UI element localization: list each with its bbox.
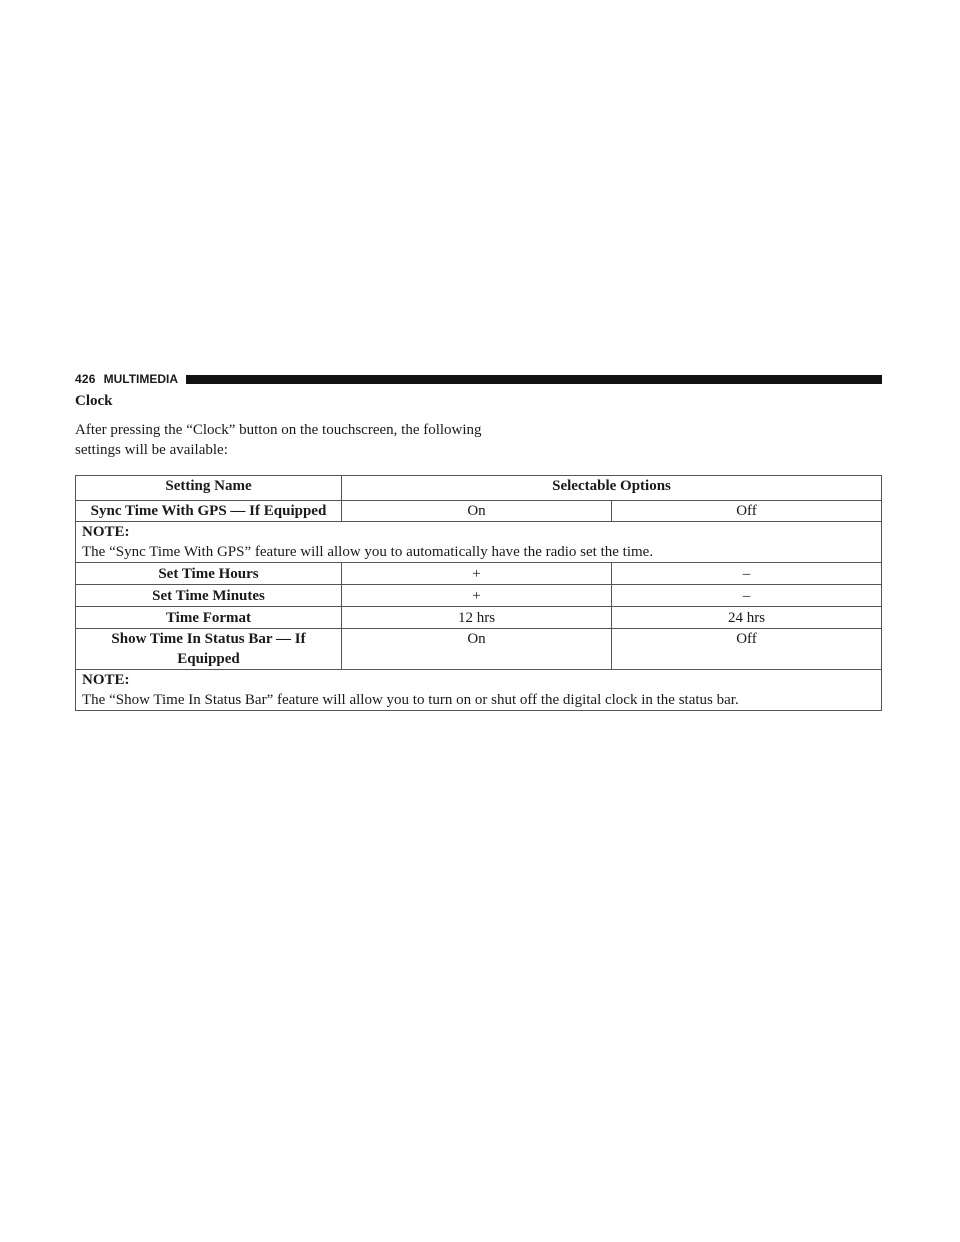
setting-name: Set Time Minutes xyxy=(76,585,342,607)
page-header xyxy=(75,372,882,386)
setting-option: – xyxy=(612,585,882,607)
table-row xyxy=(76,629,882,670)
table-row xyxy=(76,501,882,522)
table-header-row xyxy=(76,476,882,501)
table-row xyxy=(76,585,882,607)
section-label: MULTIMEDIA xyxy=(103,372,179,386)
setting-name: Sync Time With GPS — If Equipped xyxy=(76,501,342,522)
note-label: NOTE: xyxy=(82,524,130,540)
column-header-setting-name: Setting Name xyxy=(76,476,342,501)
note-cell xyxy=(76,522,882,563)
setting-option: 24 hrs xyxy=(612,607,882,629)
note-text: The “Sync Time With GPS” feature will allow you to automatically have the radio set the time. xyxy=(82,544,654,560)
setting-option: Off xyxy=(612,629,882,670)
note-label: NOTE: xyxy=(82,672,130,688)
table-row xyxy=(76,607,882,629)
page-number: 426 xyxy=(75,372,96,386)
header-rule xyxy=(186,375,882,384)
setting-option: + xyxy=(342,585,612,607)
clock-settings-table xyxy=(75,475,882,711)
setting-option: – xyxy=(612,563,882,585)
setting-name: Show Time In Status Bar — If Equipped xyxy=(76,629,342,670)
column-header-selectable-options: Selectable Options xyxy=(342,476,882,501)
setting-option: On xyxy=(342,629,612,670)
table-row xyxy=(76,563,882,585)
setting-option: On xyxy=(342,501,612,522)
setting-option: 12 hrs xyxy=(342,607,612,629)
section-title: Clock xyxy=(75,393,113,409)
setting-option: Off xyxy=(612,501,882,522)
intro-paragraph: After pressing the “Clock” button on the touchscreen, the following settings will be available: xyxy=(75,422,482,458)
setting-option: + xyxy=(342,563,612,585)
table-note-row xyxy=(76,522,882,563)
note-cell xyxy=(76,670,882,711)
note-text: The “Show Time In Status Bar” feature will allow you to turn on or shut off the digital clock in the status bar. xyxy=(82,692,739,708)
setting-name: Set Time Hours xyxy=(76,563,342,585)
setting-name: Time Format xyxy=(76,607,342,629)
table-note-row xyxy=(76,670,882,711)
